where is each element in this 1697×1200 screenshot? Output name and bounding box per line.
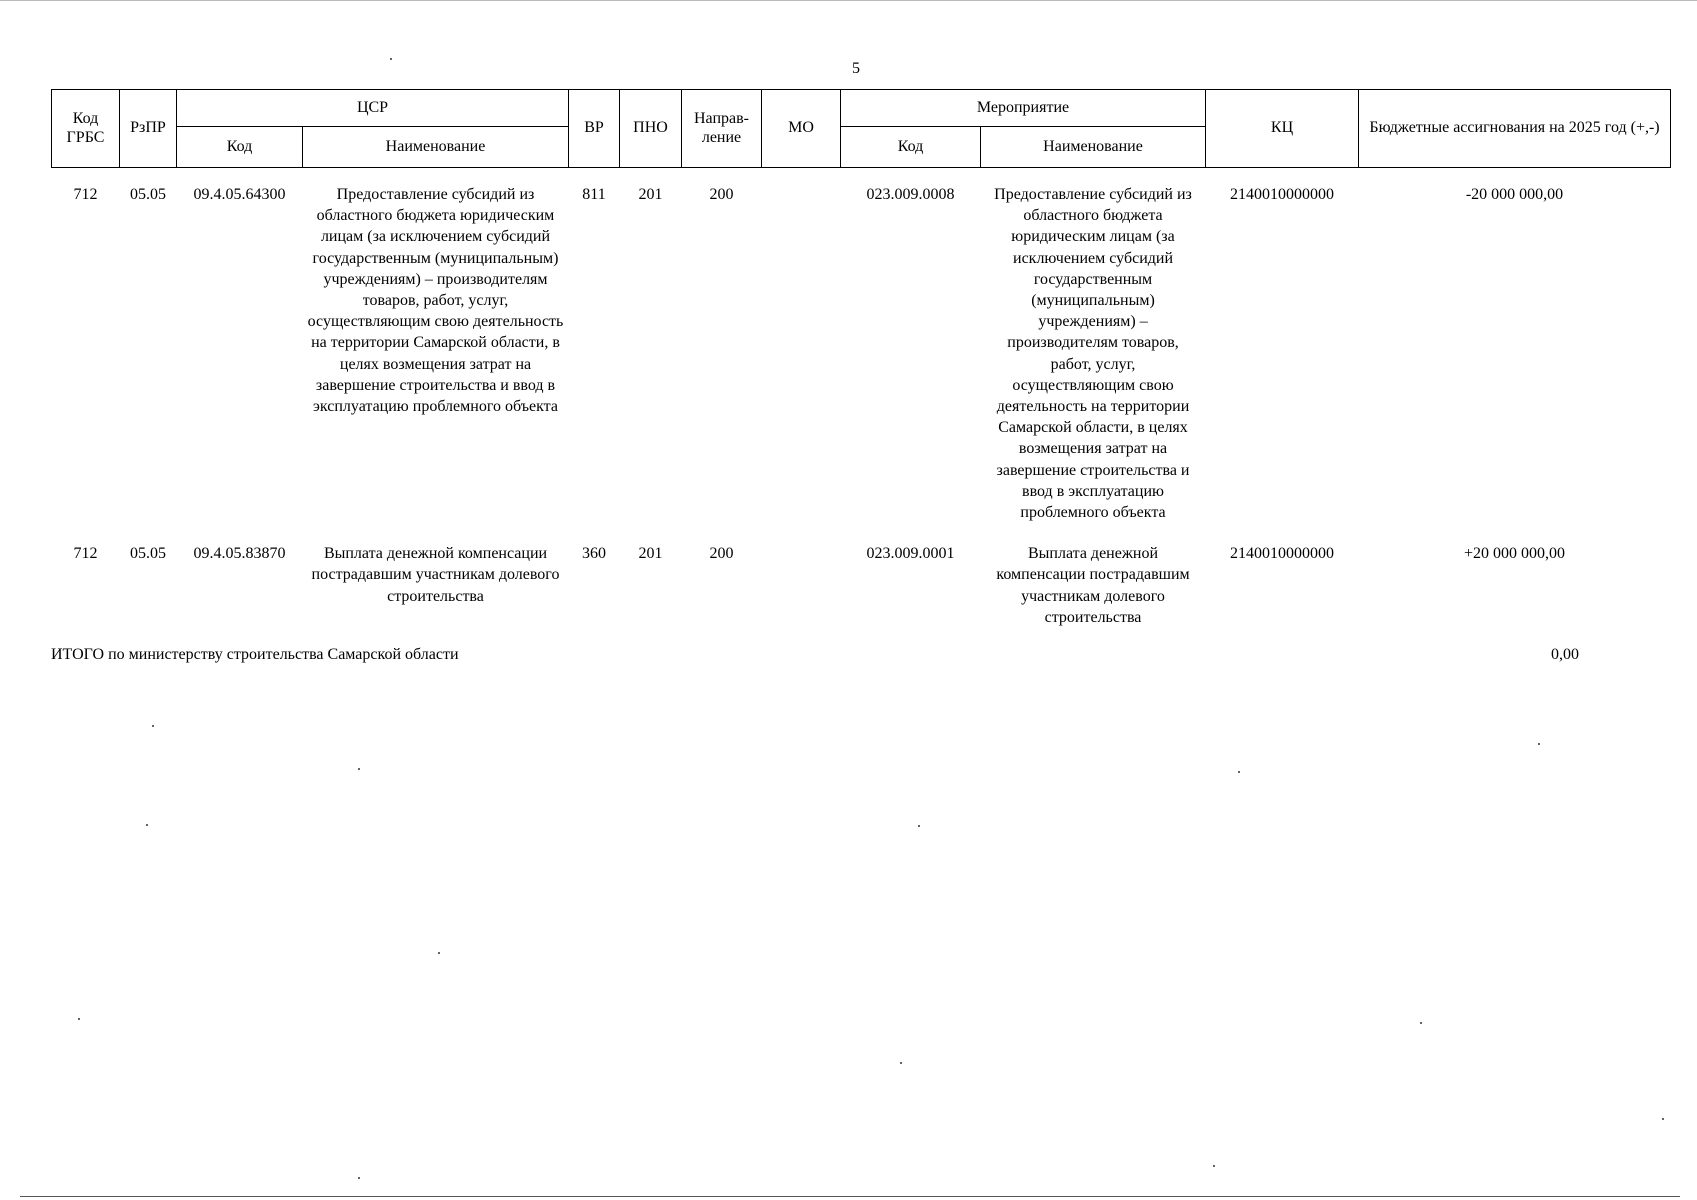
- cell-csr-kod: 09.4.05.64300: [193, 186, 286, 203]
- cell-vr: 360: [582, 545, 606, 563]
- cell-amount: +20 000 000,00: [1464, 545, 1566, 563]
- cell-rzpr: 05.05: [130, 545, 166, 563]
- cell-csr-kod: 09.4.05.83870: [193, 545, 286, 563]
- scan-edge-bottom: [20, 1196, 1680, 1197]
- cell-napravlenie: 200: [709, 186, 734, 203]
- header-vr: ВР: [569, 90, 620, 168]
- cell-vr: 811: [582, 186, 606, 203]
- scan-speck: [1213, 1165, 1215, 1167]
- scan-speck: [918, 825, 920, 827]
- header-kc: КЦ: [1206, 90, 1359, 168]
- header-kod-grbs: Код ГРБС: [52, 90, 120, 168]
- header-pno: ПНО: [620, 90, 682, 168]
- cell-kod-grbs: 712: [73, 545, 98, 563]
- cell-csr-name: Выплата денежной компенсации пострадавшим участникам долевого строительства: [311, 545, 560, 605]
- cell-napravlenie: 200: [709, 545, 734, 563]
- table-row: [52, 543, 1671, 628]
- header-meropriyatie: Мероприятие: [841, 90, 1206, 127]
- cell-kc: 2140010000000: [1230, 186, 1335, 203]
- cell-mer-kod: 023.009.0008: [866, 186, 955, 203]
- cell-csr-name: Предоставление субсидий из областного бюджета юридическим лицам (за исключением субсидий государственным (муниципальным) учреждениям) – производителям товаров, работ, услуг, осуществляющим свою деятельность на территории Самарской области, в целях возмещения затрат на завершение строительства и ввод в эксплуатацию проблемного объекта: [307, 186, 564, 416]
- total-label: ИТОГО по министерству строительства Самарской области: [51, 646, 459, 663]
- header-mer-kod: Код: [841, 127, 981, 168]
- cell-amount: -20 000 000,00: [1465, 186, 1564, 203]
- scan-speck: [390, 58, 392, 60]
- scan-speck: [78, 1018, 80, 1020]
- cell-mer-name: Предоставление субсидий из областного бюджета юридическим лицам (за исключением субсидий государственным (муниципальным) учреждениям) – производителям товаров, работ, услуг, осуществляющим свою деятельность на территории Самарской области, в целях возмещения затрат на завершение строительства и ввод в эксплуатацию проблемного объекта: [994, 186, 1192, 522]
- page-number: 5: [852, 60, 860, 77]
- cell-rzpr: 05.05: [130, 186, 166, 203]
- scan-speck: [146, 824, 148, 826]
- header-napravlenie: Направ-ление: [682, 90, 762, 168]
- scan-speck: [438, 952, 440, 954]
- header-csr-name: Наименование: [303, 127, 569, 168]
- scan-speck: [900, 1062, 902, 1064]
- scan-speck: [358, 1177, 360, 1179]
- total-value: 0,00: [1551, 646, 1579, 663]
- header-assignments: Бюджетные ассигнования на 2025 год (+,-): [1359, 90, 1671, 168]
- scan-speck: [1420, 1022, 1422, 1024]
- cell-pno: 201: [638, 545, 663, 563]
- spacer-row: [52, 523, 1671, 543]
- cell-mo: [762, 543, 841, 628]
- header-csr: ЦСР: [177, 90, 569, 127]
- cell-mer-name: Выплата денежной компенсации пострадавшим участникам долевого строительства: [996, 545, 1190, 626]
- cell-kc: 2140010000000: [1230, 545, 1335, 563]
- cell-pno: 201: [638, 186, 663, 203]
- header-mer-name: Наименование: [981, 127, 1206, 168]
- cell-mo: [762, 184, 841, 523]
- header-csr-kod: Код: [177, 127, 303, 168]
- header-row-top: [52, 90, 1671, 127]
- scan-edge-top: [0, 0, 1697, 1]
- scan-speck: [1238, 771, 1240, 773]
- cell-kod-grbs: 712: [73, 186, 98, 203]
- spacer-row: [52, 168, 1671, 185]
- scan-speck: [1662, 1118, 1664, 1120]
- scan-speck: [152, 725, 154, 727]
- cell-mer-kod: 023.009.0001: [866, 545, 955, 563]
- scan-speck: [358, 768, 360, 770]
- header-rzpr: РзПР: [120, 90, 177, 168]
- table-row: [52, 184, 1671, 523]
- scan-speck: [1538, 743, 1540, 745]
- budget-table: [51, 89, 1671, 628]
- header-mo: МО: [762, 90, 841, 168]
